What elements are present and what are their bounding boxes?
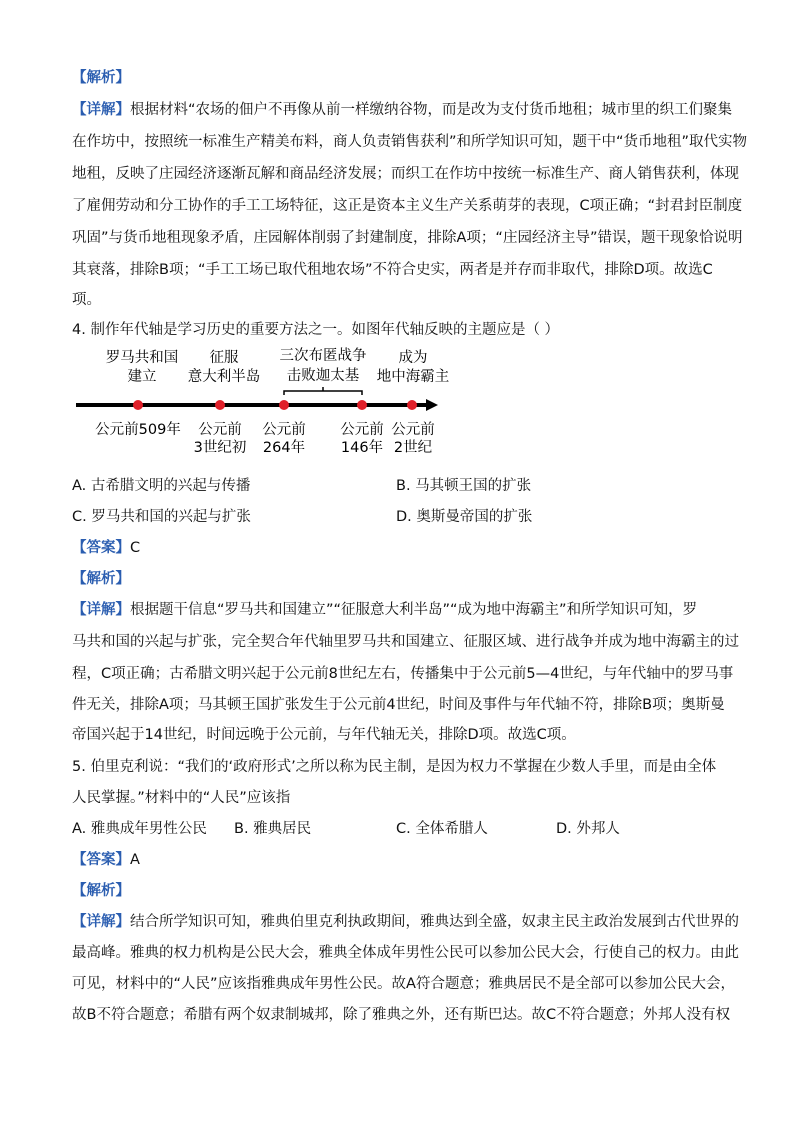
event-label: 三次布匿战争: [279, 348, 367, 364]
event-label: 罗马共和国: [105, 350, 179, 366]
date-label: 3世纪初: [193, 440, 247, 456]
detail-line: 马共和国的兴起与扩张，完全契合年代轴里罗马共和国建立、征服区域、进行战争并成为地中海霸主的过: [72, 634, 739, 650]
analysis-tag: 【解析】: [72, 70, 130, 86]
event-label: 成为: [398, 350, 428, 366]
detail-line: 【详解】结合所学知识可知，雅典伯里克利执政期间，雅典达到全盛，奴隶主民主政治发展到古代世界的: [72, 914, 739, 930]
detail-line: 可见，材料中的“人民”应该指雅典成年男性公民。故A符合题意；雅典居民不是全部可以参加公民大会，: [72, 976, 735, 992]
timeline-point: [133, 400, 143, 410]
option-b: B. 马其顿王国的扩张: [396, 478, 532, 494]
answer-value: A: [130, 852, 140, 868]
date-label: 公元前509年: [95, 422, 181, 438]
answer-line: [72, 536, 140, 557]
detail-line: 帝国兴起于14世纪，时间远晚于公元前，与年代轴无关，排除D项。故选C项。: [72, 727, 576, 743]
question-stem: 4. 制作年代轴是学习历史的重要方法之一。如图年代轴反映的主题应是（ ）: [72, 322, 560, 338]
date-label: 公元前: [340, 422, 384, 438]
event-label: 地中海霸主: [376, 369, 450, 385]
question-stem: 5. 伯里克利说：“我们的‘政府形式’之所以称为民主制，是因为权力不掌握在少数人手里，而是由全体: [72, 759, 717, 775]
detail-line: 件无关，排除A项；马其顿王国扩张发生于公元前4世纪，时间及事件与年代轴不符，排除B项；奥斯曼: [72, 697, 725, 713]
answer-tag: 【答案】: [72, 540, 130, 556]
analysis-tag: 【解析】: [72, 883, 130, 899]
detail-tag: 【详解】: [72, 602, 130, 618]
timeline-point: [279, 400, 289, 410]
detail-tag: 【详解】: [72, 914, 130, 930]
detail-line: 地租，反映了庄园经济逐渐瓦解和商品经济发展；而织工在作坊中按统一标准生产、商人销售获利，体现: [72, 166, 739, 182]
detail-line: 在作坊中，按照统一标准生产精美布料，商人负责销售获利”和所学知识可知，题干中“货币地租”取代实物: [72, 134, 748, 150]
answer-tag: 【答案】: [72, 852, 130, 868]
timeline-point: [215, 400, 225, 410]
detail-line: 故B不符合题意；希腊有两个奴隶制城邦，除了雅典之外，还有斯巴达。故C不符合题意；外邦人没有权: [72, 1007, 731, 1023]
option-a: A. 雅典成年男性公民: [72, 821, 207, 837]
detail-line: 程，C项正确；古希腊文明兴起于公元前8世纪左右，传播集中于公元前5—4世纪，与年代轴中的罗马事: [72, 666, 734, 682]
event-label: 意大利半岛: [187, 369, 261, 385]
detail-line: 了雇佣劳动和分工协作的手工工场特征，这正是资本主义生产关系萌芽的表现，C项正确；“封君封臣制度: [72, 198, 743, 214]
option-a: A. 古希腊文明的兴起与传播: [72, 478, 251, 494]
event-label: 征服: [209, 350, 239, 366]
analysis-tag: 【解析】: [72, 571, 130, 587]
date-label: 公元前: [391, 422, 435, 438]
option-d: D. 外邦人: [556, 821, 620, 837]
detail-line: 最高峰。雅典的权力机构是公民大会，雅典全体成年男性公民可以参加公民大会，行使自己的权力。由此: [72, 945, 739, 961]
date-label: 146年: [340, 440, 384, 456]
answer-line: [72, 848, 140, 869]
date-label: 2世纪: [393, 440, 433, 456]
option-b: B. 雅典居民: [234, 821, 312, 837]
date-label: 264年: [262, 440, 306, 456]
event-label: 击败迦太基: [286, 368, 360, 384]
option-d: D. 奥斯曼帝国的扩张: [396, 509, 533, 525]
detail-line: 【详解】根据题干信息“罗马共和国建立”“征服意大利半岛”“成为地中海霸主”和所学知识可知，罗: [72, 602, 698, 618]
question-stem: 人民掌握。”材料中的“人民”应该指: [72, 790, 291, 806]
timeline-point: [357, 400, 367, 410]
war-bracket: [284, 391, 362, 395]
timeline-figure: [70, 344, 450, 462]
detail-line: 【详解】根据材料“农场的佃户不再像从前一样缴纳谷物，而是改为支付货币地租；城市里的织工们聚集: [72, 102, 733, 118]
timeline-point: [407, 400, 417, 410]
detail-line: 项。: [72, 292, 101, 308]
detail-line: 其衰落，排除B项；“手工工场已取代租地农场”不符合史实，两者是并存而非取代，排除D项。故选C: [72, 262, 713, 278]
option-c: C. 全体希腊人: [396, 821, 488, 837]
date-label: 公元前: [198, 422, 242, 438]
event-label: 建立: [127, 369, 157, 385]
option-c: C. 罗马共和国的兴起与扩张: [72, 509, 251, 525]
answer-value: C: [130, 540, 141, 556]
date-label: 公元前: [262, 422, 306, 438]
detail-tag: 【详解】: [72, 102, 130, 118]
arrow-head-icon: [426, 399, 438, 411]
detail-line: 巩固”与货币地租现象矛盾，庄园解体削弱了封建制度，排除A项；“庄园经济主导”错误，题干现象恰说明: [72, 230, 743, 246]
